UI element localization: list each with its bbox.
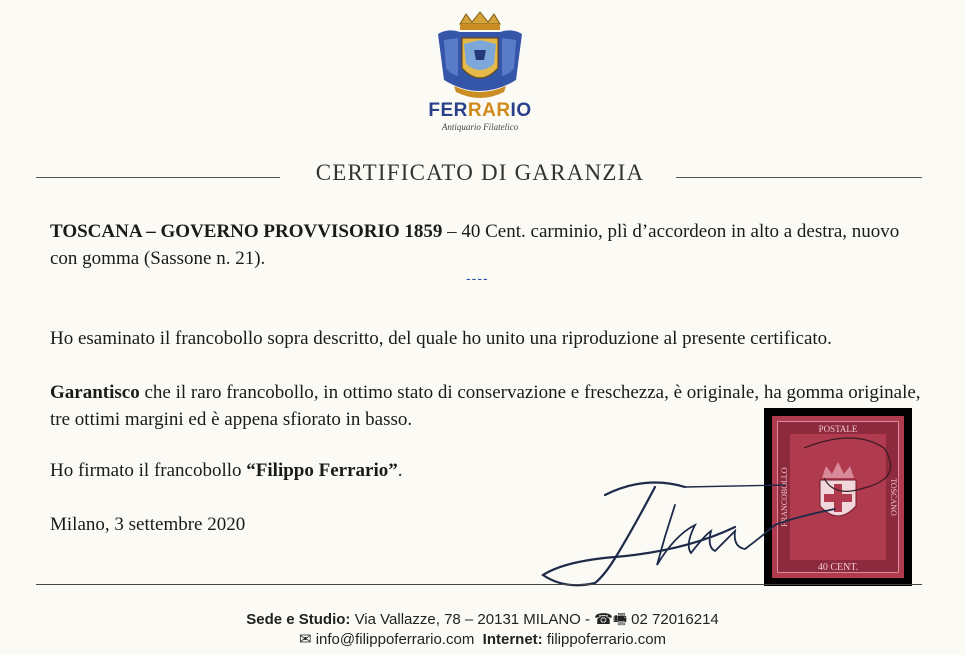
signer-name: “Filippo Ferrario” bbox=[246, 460, 398, 481]
svg-text:POSTALE: POSTALE bbox=[818, 424, 858, 434]
email-link[interactable]: info@filippoferrario.com bbox=[315, 631, 475, 648]
svg-text:FRANCOBOLLO: FRANCOBOLLO bbox=[780, 467, 789, 527]
title-rule-left bbox=[36, 177, 280, 178]
envelope-icon: ✉ bbox=[298, 631, 316, 648]
phone-fax-icon: ☎🖷 bbox=[594, 611, 632, 628]
brand-name: FERRARIO bbox=[428, 100, 532, 121]
place-date: Milano, 3 settembre 2020 bbox=[50, 514, 246, 535]
description-text: – 40 Cent. carminio, plì d’accordeon in alto a destra, nuovo con gomma (Sassone n. 21). bbox=[50, 221, 900, 269]
description-heading: TOSCANA – GOVERNO PROVVISORIO 1859 bbox=[50, 221, 443, 242]
brand-subtitle: Antiquario Filatelico bbox=[441, 122, 519, 132]
guarantee-text: che il raro francobollo, in ottimo stato di conservazione e freschezza, è originale, ha gomma originale, tre ottimi margini ed è appena sfiorato in basso. bbox=[50, 382, 921, 430]
certificate-title: CERTIFICATO DI GARANZIA bbox=[315, 160, 645, 185]
svg-text:40 CENT.: 40 CENT. bbox=[817, 562, 859, 573]
handwritten-signature bbox=[535, 465, 855, 600]
coat-of-arms-icon bbox=[418, 10, 542, 105]
website-link[interactable]: filippoferrario.com bbox=[546, 631, 667, 648]
internet-label: Internet: bbox=[482, 631, 543, 648]
footer-contact bbox=[0, 630, 965, 648]
signature-paragraph: Ho firmato il francobollo “Filippo Ferrario”. bbox=[50, 460, 403, 481]
svg-text:TOSCANO: TOSCANO bbox=[889, 478, 898, 516]
guarantee-keyword: Garantisco bbox=[50, 382, 140, 403]
examination-paragraph: Ho esaminato il francobollo sopra descritto, del quale ho unito una riproduzione al presente certificato. bbox=[50, 328, 832, 349]
separator: ---- bbox=[466, 270, 489, 286]
address-text: Via Vallazze, 78 – 20131 MILANO - bbox=[350, 611, 595, 628]
footer-rule bbox=[36, 584, 922, 585]
phone-number: 02 72016214 bbox=[631, 611, 719, 628]
address-label: Sede e Studio: bbox=[246, 611, 351, 628]
title-rule-right bbox=[676, 177, 922, 178]
stamp-description bbox=[50, 218, 910, 272]
